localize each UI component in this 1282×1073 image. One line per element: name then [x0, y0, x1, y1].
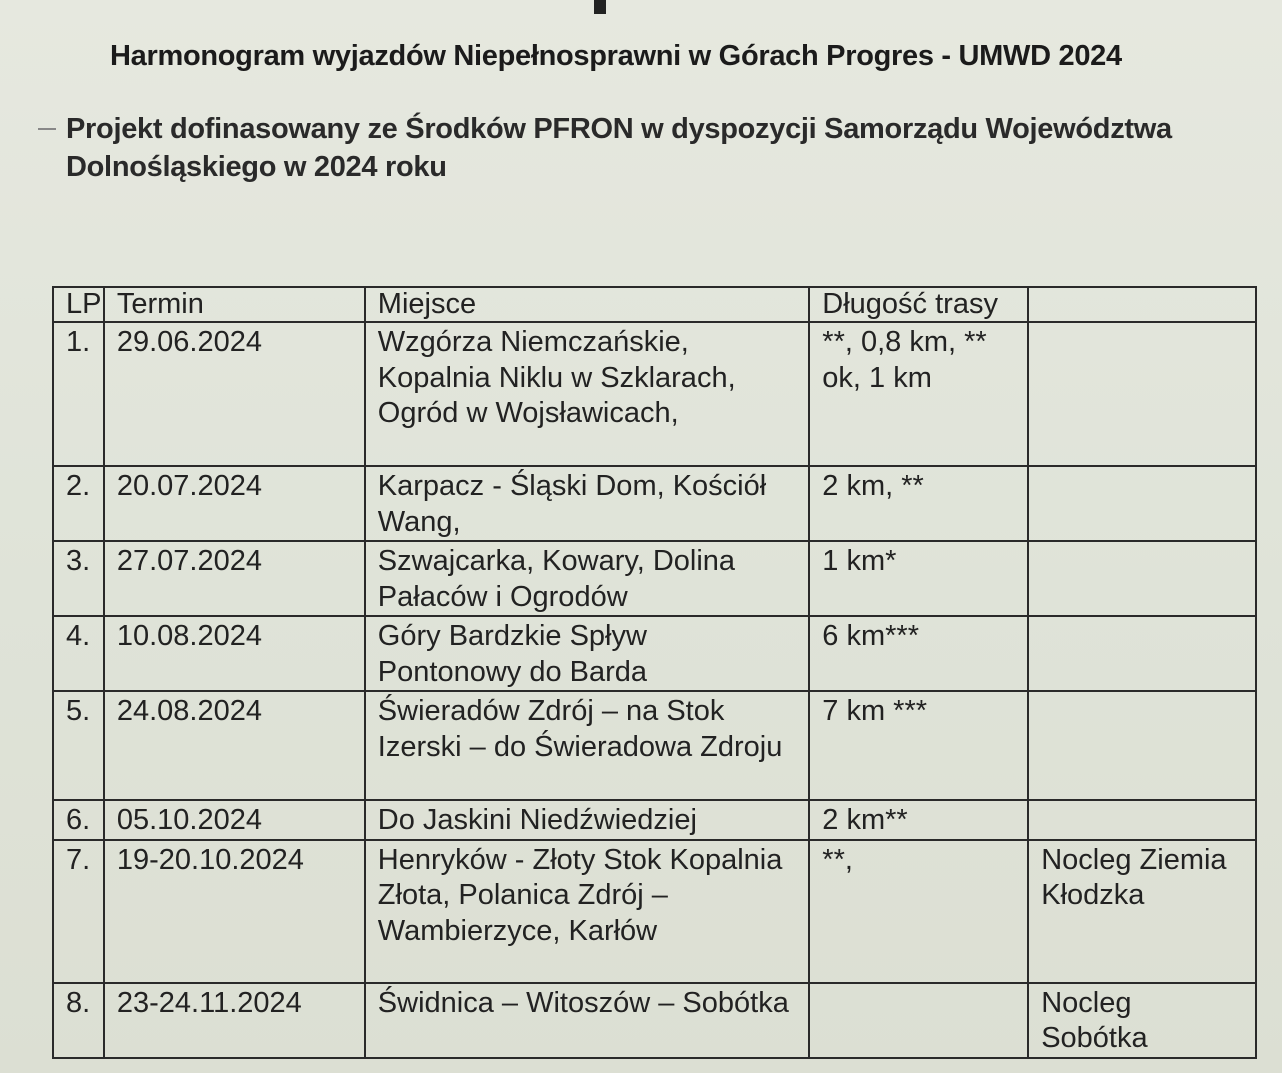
table-row [53, 322, 1256, 466]
table-row [53, 691, 1256, 800]
cell-lp: 6. [53, 800, 104, 840]
header-dlugosc: Długość trasy [809, 287, 1028, 322]
scan-mark [594, 0, 606, 14]
cell-miejsce: Karpacz - Śląski Dom, Kościół Wang, [365, 466, 809, 541]
header-lp: LP [53, 287, 104, 322]
cell-lp: 4. [53, 616, 104, 691]
cell-lp: 2. [53, 466, 104, 541]
cell-termin: 24.08.2024 [104, 691, 365, 800]
cell-dlugosc: 7 km *** [809, 691, 1028, 800]
cell-termin: 10.08.2024 [104, 616, 365, 691]
document-title: Harmonogram wyjazdów Niepełnosprawni w Górach Progres - UMWD 2024 [110, 40, 1122, 72]
cell-miejsce: Henryków - Złoty Stok Kopalnia Złota, Polanica Zdrój – Wambierzyce, Karłów [365, 840, 809, 983]
header-uwagi [1028, 287, 1256, 322]
table-row [53, 466, 1256, 541]
cell-termin: 19-20.10.2024 [104, 840, 365, 983]
cell-lp: 3. [53, 541, 104, 616]
cell-miejsce: Świdnica – Witoszów – Sobótka [365, 983, 809, 1058]
table-row [53, 541, 1256, 616]
cell-termin: 05.10.2024 [104, 800, 365, 840]
cell-dlugosc: 6 km*** [809, 616, 1028, 691]
cell-miejsce: Góry Bardzkie Spływ Pontonowy do Barda [365, 616, 809, 691]
cell-dlugosc: **, [809, 840, 1028, 983]
document-subtitle: Projekt dofinasowany ze Środków PFRON w dyspozycji Samorządu Województwa Dolnośląskiego w 2024 roku [66, 113, 1172, 183]
cell-uwagi [1028, 466, 1256, 541]
header-miejsce: Miejsce [365, 287, 809, 322]
cell-dlugosc: 2 km, ** [809, 466, 1028, 541]
cell-miejsce: Do Jaskini Niedźwiedziej [365, 800, 809, 840]
cell-termin: 20.07.2024 [104, 466, 365, 541]
cell-miejsce: Wzgórza Niemczańskie, Kopalnia Niklu w Szklarach, Ogród w Wojsławicach, [365, 322, 809, 466]
cell-uwagi [1028, 616, 1256, 691]
cell-lp: 8. [53, 983, 104, 1058]
table-header-row [53, 287, 1256, 322]
cell-uwagi [1028, 322, 1256, 466]
cell-miejsce: Świeradów Zdrój – na Stok Izerski – do Świeradowa Zdroju [365, 691, 809, 800]
cell-miejsce: Szwajcarka, Kowary, Dolina Pałaców i Ogrodów [365, 541, 809, 616]
cell-lp: 5. [53, 691, 104, 800]
cell-uwagi [1028, 541, 1256, 616]
table-row [53, 983, 1256, 1058]
cell-lp: 7. [53, 840, 104, 983]
cell-dlugosc [809, 983, 1028, 1058]
cell-uwagi [1028, 691, 1256, 800]
cell-uwagi [1028, 800, 1256, 840]
cell-lp: 1. [53, 322, 104, 466]
cell-dlugosc: 1 km* [809, 541, 1028, 616]
cell-dlugosc: **, 0,8 km, ** ok, 1 km [809, 322, 1028, 466]
schedule-table [52, 286, 1257, 1059]
cell-termin: 27.07.2024 [104, 541, 365, 616]
margin-mark [38, 128, 56, 130]
table-row [53, 800, 1256, 840]
cell-termin: 29.06.2024 [104, 322, 365, 466]
header-termin: Termin [104, 287, 365, 322]
table-row [53, 840, 1256, 983]
cell-uwagi: Nocleg Ziemia Kłodzka [1028, 840, 1256, 983]
cell-dlugosc: 2 km** [809, 800, 1028, 840]
cell-uwagi: Nocleg Sobótka [1028, 983, 1256, 1058]
table-row [53, 616, 1256, 691]
cell-termin: 23-24.11.2024 [104, 983, 365, 1058]
